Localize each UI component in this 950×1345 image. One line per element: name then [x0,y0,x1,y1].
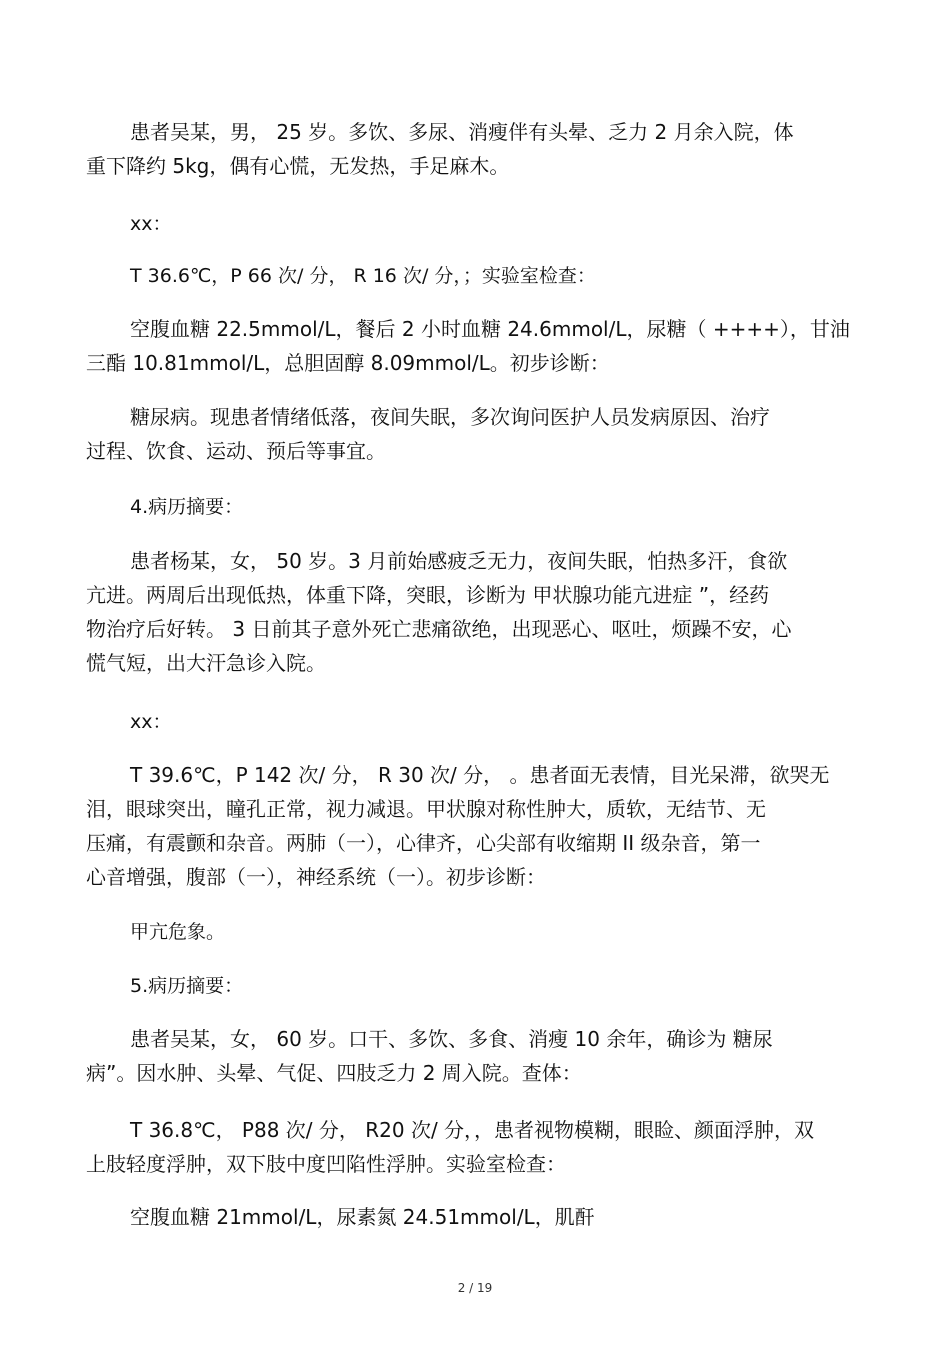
paragraph-lab-partial [86,1200,856,1234]
diagnosis-thyroid-crisis: 甲亢危象。 [130,921,226,943]
paragraph-case-wu-male [86,115,856,183]
text-line: 空腹血糖 22.5mmol/L，餐后 2 小时血糖 24.6mmol/L，尿糖（ ++++），甘油 [130,317,850,341]
paragraph-physical-exam [86,1113,856,1181]
paragraph-case-yang-female [86,544,856,680]
text-line: 心音增强，腹部（一），神经系统（一）。初步诊断： [86,865,546,889]
text-line: 病”。因水肿、头晕、气促、四肢乏力 2 周入院。查体： [86,1061,582,1085]
text-line: T 39.6℃，P 142 次/ 分， R 30 次/ 分， 。患者面无表情，目光呆滞，欲哭无 [130,763,830,787]
paragraph-case-wu-female [86,1022,856,1090]
text-line: 患者吴某，男， 25 岁。多饮、多尿、消瘦伴有头晕、乏力 2 月余入院，体 [130,120,794,144]
section-heading-4: 4.病历摘要： [130,496,244,518]
text-line: 三酯 10.81mmol/L，总胆固醇 8.09mmol/L。初步诊断： [86,351,610,375]
page-number: 2 / 19 [457,1281,493,1295]
text-line: 过程、饮食、运动、预后等事宜。 [86,439,386,463]
section-label-xx: xx： [130,711,172,733]
section-heading-5: 5.病历摘要： [130,975,244,997]
text-line: 空腹血糖 21mmol/L，尿素氮 24.51mmol/L，肌酐 [130,1205,595,1229]
text-line: 泪，眼球突出，瞳孔正常，视力减退。甲状腺对称性肿大，质软，无结节、无 [86,797,766,821]
text-line: T 36.8℃， P88 次/ 分， R20 次/ 分，，患者视物模糊，眼睑、颜面浮肿，双 [130,1118,815,1142]
text-line: 物治疗后好转。 3 日前其子意外死亡悲痛欲绝，出现恶心、呕吐，烦躁不安，心 [86,617,792,641]
text-line: 慌气短，出大汗急诊入院。 [86,651,326,675]
text-line: 糖尿病。现患者情绪低落，夜间失眠，多次询问医护人员发病原因、治疗 [130,405,770,429]
vital-signs-line: T 36.6℃，P 66 次/ 分， R 16 次/ 分，；实验室检查： [130,265,596,287]
paragraph-lab-results [86,312,856,380]
text-line: 患者吴某，女， 60 岁。口干、多饮、多食、消瘦 10 余年，确诊为 糖尿 [130,1027,773,1051]
paragraph-exam-findings [86,758,856,894]
text-line: 重下降约 5kg，偶有心慌，无发热，手足麻木。 [86,154,510,178]
text-line: 上肢轻度浮肿，双下肢中度凹陷性浮肿。实验室检查： [86,1152,566,1176]
text-line: 患者杨某，女， 50 岁。3 月前始感疲乏无力，夜间失眠，怕热多汗，食欲 [130,549,788,573]
text-line: 压痛，有震颤和杂音。两肺（一），心律齐，心尖部有收缩期 II 级杂音，第一 [86,831,761,855]
paragraph-diagnosis-diabetes [86,400,856,468]
section-label-xx: xx： [130,213,172,235]
text-line: 亢进。两周后出现低热，体重下降，突眼，诊断为 甲状腺功能亢进症 ”，经药 [86,583,770,607]
